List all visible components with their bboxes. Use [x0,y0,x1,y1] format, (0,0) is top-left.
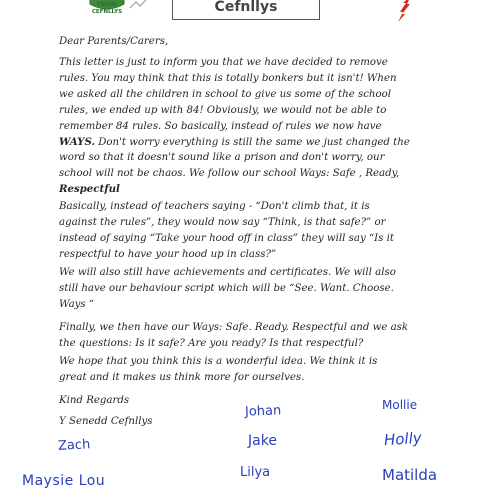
paragraph-line: This letter is just to inform you that we have decided to remove [59,57,388,68]
paragraph-closing-thoughts [59,354,477,386]
paragraph-line: remember 84 rules. So basically, instead of rules we now have [59,120,382,132]
signature-johan: Johan [244,403,282,420]
paragraph-line: We hope that you think this is a wonderful idea. We think it is [59,356,378,367]
letter-greeting: Dear Parents/Carers, [59,36,169,47]
signature-matilda: Matilda [382,466,438,484]
paragraph-line: rules. You may think that this is totally bonkers but it isn't! When [59,72,397,84]
paragraph-examples [59,199,477,263]
paragraph-line: Respectful [59,183,120,196]
ways-emphasis: WAYS. [59,135,95,148]
paragraph-line: we asked all the children in school to give us some of the school [59,88,391,100]
paragraph-line: Basically, instead of teachers saying - “Don't climb that, it is [59,201,370,212]
signature-zach: Zach [57,437,91,454]
paragraph-line: Ways “ [59,298,95,310]
paragraph-line: respectful to have your hood up in class?” [59,248,277,260]
signature-mollie: Mollie [382,398,418,412]
page-title: Cefnllys [172,0,320,20]
paragraph-line: We will also still have achievements and certificates. We will also [59,267,396,278]
paragraph-line: word so that it doesn't sound like a prison and don't worry, our [59,152,385,164]
signature-lilya: Lilya [240,465,271,480]
letter-closing: Kind Regards [59,395,130,406]
logo-line-1: YSGOL [96,2,118,8]
paragraph-line: school will not be chaos. We follow our school Ways: Safe , Ready, [59,168,400,180]
paragraph-achievements [59,265,477,313]
paragraph-line: against the rules”, they would now say “Think, is that safe?” or [59,216,386,228]
letter-sender: Y Senedd Cefnllys [59,416,153,427]
paragraph-line: still have our behaviour script which will be “See. Want. Choose. [59,282,394,294]
welsh-dragon-icon [395,0,415,22]
paragraph-line: rules, we ended up with 84! Obviously, we would not be able to [59,104,387,116]
paragraph-line: great and it makes us think more for ourselves. [59,371,305,383]
paragraph-line: WAYS. Don't worry everything is still the same we just changed the [59,135,410,148]
scribble-icon [128,0,148,12]
signature-holly: Holly [383,428,423,450]
signature-maysie: Maysie Lou [22,473,106,489]
signature-jake: Jake [248,433,277,449]
paragraph-line: instead of saying “Take your hood off in class” they will say “Is it [59,232,394,244]
school-logo-text [86,2,128,15]
paragraph-line: the questions: Is it safe? Are you ready? Is that respectful? [59,337,364,349]
logo-line-2: CEFNLLYS [91,8,123,15]
paragraph-line: Finally, we then have our Ways: Safe. Ready. Respectful and we ask [59,322,409,333]
paragraph-intro [59,55,477,198]
paragraph-ways [59,320,477,352]
